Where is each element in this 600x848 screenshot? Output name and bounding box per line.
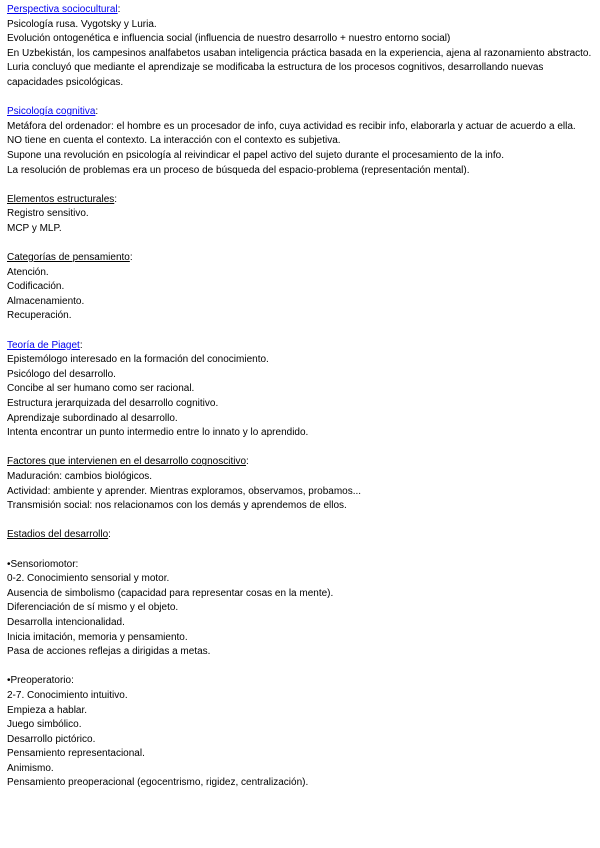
- text-line: Psicología rusa. Vygotsky y Luria.: [7, 18, 157, 30]
- text-line: Pasa de acciones reflejas a dirigidas a metas.: [7, 646, 211, 658]
- heading-colon: :: [117, 4, 121, 15]
- section-heading: Elementos estructurales: [7, 193, 115, 205]
- text-line: Pensamiento representacional.: [7, 748, 145, 760]
- text-line: Transmisión social: nos relacionamos con los demás y aprendemos de ellos.: [7, 500, 347, 512]
- text-line: Diferenciación de sí mismo y el objeto.: [7, 602, 179, 614]
- section-estadios-desarrollo: [7, 528, 593, 543]
- text-line: Inicia imitación, memoria y pensamiento.: [7, 631, 188, 643]
- text-line: Ausencia de simbolismo (capacidad para representar cosas en la mente).: [7, 587, 334, 599]
- heading-colon: :: [129, 252, 133, 264]
- text-line: Metáfora del ordenador: el hombre es un procesador de info, cuya actividad es recibir info, elaborarla y actuar de acuerdo a ella.: [7, 120, 576, 132]
- text-line: Almacenamiento.: [7, 295, 85, 307]
- text-line: Epistemólogo interesado en la formación del conocimiento.: [7, 354, 269, 366]
- text-line: MCP y MLP.: [7, 222, 62, 234]
- text-line: Recuperación.: [7, 310, 72, 322]
- stage-preoperatorio: [7, 674, 593, 791]
- section-heading-link[interactable]: Perspectiva sociocultural: [7, 4, 118, 15]
- text-line: Estructura jerarquizada del desarrollo cognitivo.: [7, 398, 219, 410]
- heading-colon: :: [95, 106, 99, 118]
- text-line: La resolución de problemas era un proceso de búsqueda del espacio-problema (representación mental).: [7, 164, 470, 176]
- section-psicologia-cognitiva: [7, 105, 593, 178]
- text-line: Psicólogo del desarrollo.: [7, 368, 116, 380]
- text-line: Luria concluyó que mediante el aprendizaje se modificaba la estructura de los procesos cognitivos, desarrollando nuevas capacidades psicológicas.: [7, 62, 544, 88]
- text-line: NO tiene en cuenta el contexto. La interacción con el contexto es subjetiva.: [7, 135, 341, 147]
- text-line: Desarrolla intencionalidad.: [7, 616, 125, 628]
- section-elementos-estructurales: [7, 193, 593, 237]
- section-categorias-pensamiento: [7, 251, 593, 324]
- heading-colon: :: [79, 339, 83, 351]
- section-teoria-piaget: [7, 339, 593, 441]
- section-heading: Factores que intervienen en el desarrollo cognoscitivo: [7, 456, 247, 468]
- text-line: Codificación.: [7, 281, 65, 293]
- text-line: 0-2. Conocimiento sensorial y motor.: [7, 573, 170, 585]
- text-line: Atención.: [7, 266, 49, 278]
- text-line: Evolución ontogenética e influencia social (influencia de nuestro desarrollo + nuestro entorno social): [7, 33, 451, 45]
- text-line: Concibe al ser humano como ser racional.: [7, 383, 195, 395]
- section-factores-desarrollo: [7, 455, 593, 513]
- section-heading-link[interactable]: Psicología cognitiva: [7, 106, 96, 118]
- text-line: Intenta encontrar un punto intermedio entre lo innato y lo aprendido.: [7, 427, 309, 439]
- text-line: 2-7. Conocimiento intuitivo.: [7, 689, 128, 701]
- text-line: En Uzbekistán, los campesinos analfabetos usaban inteligencia práctica basada en la experiencia, ajena al razonamiento abstracto.: [7, 47, 592, 59]
- text-line: Actividad: ambiente y aprender. Mientras exploramos, observamos, probamos...: [7, 485, 362, 497]
- section-heading-link[interactable]: Teoría de Piaget: [7, 339, 80, 351]
- heading-colon: :: [108, 529, 111, 541]
- text-line: Maduración: cambios biológicos.: [7, 471, 153, 482]
- stage-title: •Sensoriomotor:: [7, 558, 79, 570]
- stage-title: •Preoperatorio:: [7, 675, 74, 687]
- section-heading: Categorías de pensamiento: [7, 252, 130, 264]
- heading-colon: :: [114, 193, 118, 205]
- section-perspectiva-sociocultural: [7, 3, 593, 91]
- section-heading: Estadios del desarrollo: [7, 529, 109, 541]
- text-line: Registro sensitivo.: [7, 208, 89, 220]
- text-line: Animismo.: [7, 762, 54, 774]
- text-line: Juego simbólico.: [7, 719, 82, 731]
- text-line: Aprendizaje subordinado al desarrollo.: [7, 412, 178, 424]
- text-line: Supone una revolución en psicología al reivindicar el papel activo del sujeto durante el procesamiento de la info.: [7, 149, 504, 161]
- stage-sensoriomotor: [7, 558, 593, 660]
- heading-colon: :: [246, 456, 249, 468]
- text-line: Empieza a hablar.: [7, 704, 88, 716]
- text-line: Pensamiento preoperacional (egocentrismo, rigidez, centralización).: [7, 777, 309, 789]
- text-line: Desarrollo pictórico.: [7, 733, 96, 745]
